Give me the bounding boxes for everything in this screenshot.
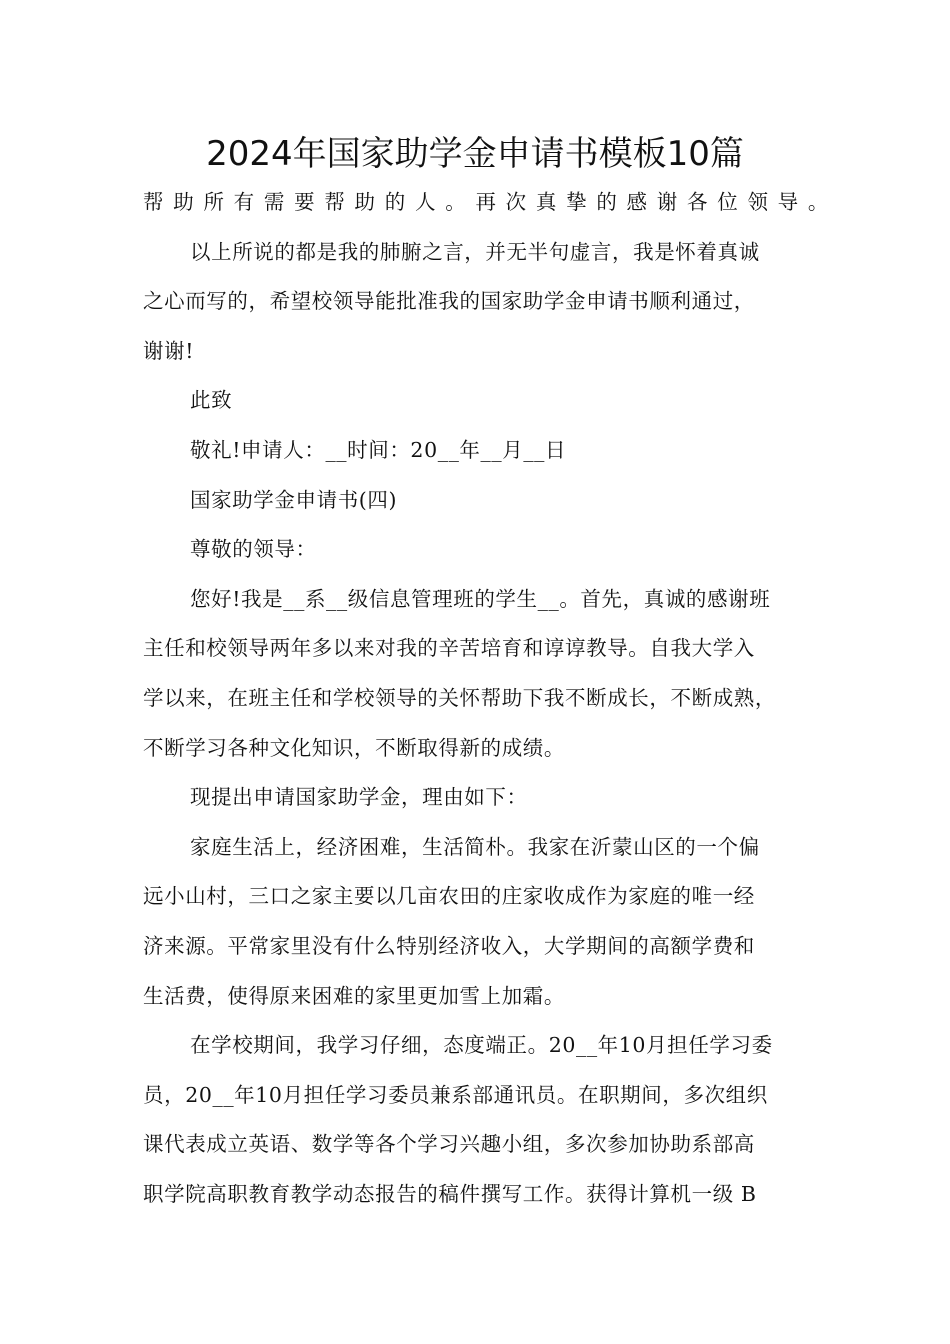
text-line: 谢谢!	[143, 338, 195, 363]
text-line: 不断学习各种文化知识，不断取得新的成绩。	[143, 735, 565, 760]
text-line: 之心而写的，希望校领导能批准我的国家助学金申请书顺利通过，	[143, 289, 755, 314]
text-line: 主任和校领导两年多以来对我的辛苦培育和谆谆教导。自我大学入	[143, 636, 755, 661]
text-line: 以上所说的都是我的肺腑之言，并无半句虚言，我是怀着真诚	[190, 239, 760, 264]
text-line: 您好!我是__系__级信息管理班的学生__。首先，真诚的感谢班	[190, 586, 771, 611]
document-body	[143, 178, 829, 1219]
text-line: 职学院高职教育教学动态报告的稿件撰写工作。获得计算机一级 B	[143, 1181, 757, 1206]
text-line: 尊敬的领导：	[190, 537, 317, 562]
text-line: 员，20__年10月担任学习委员兼系部通讯员。在职期间，多次组织	[143, 1082, 768, 1107]
text-line: 济来源。平常家里没有什么特别经济收入，大学期间的高额学费和	[143, 933, 755, 958]
text-line: 现提出申请国家助学金，理由如下：	[190, 785, 528, 810]
text-line: 家庭生活上，经济困难，生活简朴。我家在沂蒙山区的一个偏	[190, 834, 760, 859]
text-line: 敬礼!申请人：__时间：20__年__月__日	[190, 437, 567, 462]
text-line: 国家助学金申请书(四)	[190, 487, 398, 512]
text-line: 远小山村，三口之家主要以几亩农田的庄家收成作为家庭的唯一经	[143, 884, 755, 909]
text-line: 学以来，在班主任和学校领导的关怀帮助下我不断成长，不断成熟，	[143, 685, 776, 710]
text-line: 帮助所有需要帮助的人。再次真挚的感谢各位领导。	[143, 190, 829, 214]
text-line: 此致	[190, 388, 233, 413]
document-title: 2024年国家助学金申请书模板10篇	[206, 134, 744, 174]
text-line: 课代表成立英语、数学等各个学习兴趣小组，多次参加协助系部高	[143, 1132, 755, 1157]
text-line: 在学校期间，我学习仔细，态度端正。20__年10月担任学习委	[190, 1033, 773, 1058]
text-line: 生活费，使得原来困难的家里更加雪上加霜。	[143, 983, 565, 1008]
